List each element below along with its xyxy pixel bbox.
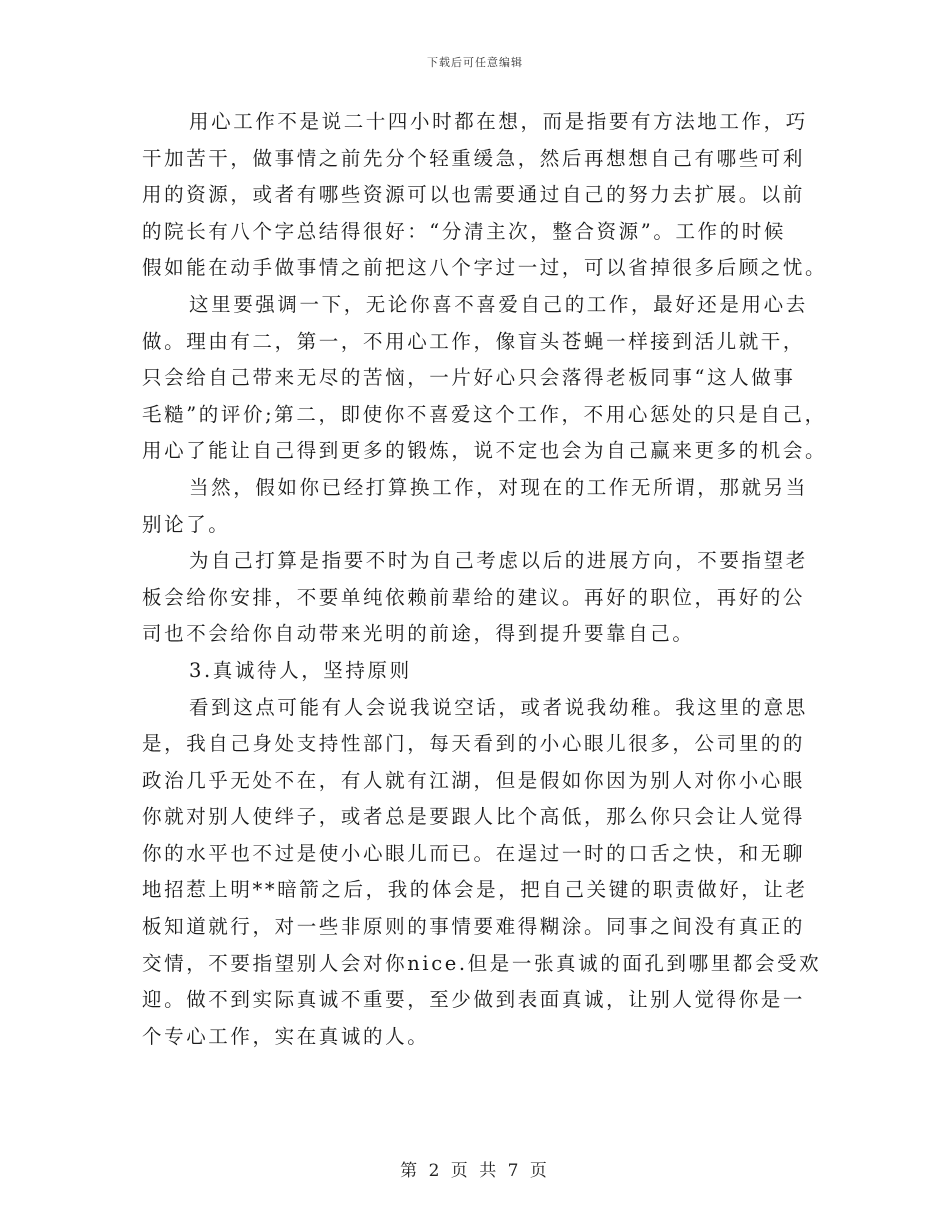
text-line: 假如能在动手做事情之前把这八个字过一过，可以省掉很多后顾之忧。	[142, 256, 828, 280]
text-line: 当然，假如你已经打算换工作，对现在的工作无所谓，那就另当	[189, 475, 808, 499]
text-line: 板会给你安排，不要单纯依赖前辈给的建议。再好的职位，再好的公	[142, 585, 806, 609]
text-line: 政治几乎无处不在，有人就有江湖，但是假如你因为别人对你小心眼	[142, 768, 806, 792]
section-heading: 3.真诚待人，坚持原则	[189, 658, 412, 682]
text-line: 别论了。	[142, 512, 231, 536]
text-line: 你的水平也不过是使小心眼儿而已。在逞过一时的口舌之快，和无聊	[142, 841, 806, 865]
document-body	[142, 104, 828, 1055]
text-line: 做。理由有二，第一，不用心工作，像盲头苍蝇一样接到活儿就干，	[142, 329, 806, 353]
text-line: 用心了能让自己得到更多的锻炼，说不定也会为自己赢来更多的机会。	[142, 439, 828, 463]
text-line: 的院长有八个字总结得很好：“分清主次，整合资源”。工作的时候	[142, 219, 786, 243]
text-line: 迎。做不到实际真诚不重要，至少做到表面真诚，让别人觉得你是一	[142, 988, 806, 1012]
text-line: 毛糙”的评价;第二，即使你不喜爱这个工作，不用心惩处的只是自己，	[142, 402, 827, 426]
text-line: 个专心工作，实在真诚的人。	[142, 1024, 430, 1048]
text-line: 为自己打算是指要不时为自己考虑以后的进展方向，不要指望老	[189, 549, 808, 573]
text-line: 交情，不要指望别人会对你nice.但是一张真诚的面孔到哪里都会受欢	[142, 951, 822, 975]
text-line: 司也不会给你自动带来光明的前途，得到提升要靠自己。	[142, 622, 695, 646]
page-header-note: 下载后可任意编辑	[427, 56, 523, 69]
text-line: 板知道就行，对一些非原则的事情要难得糊涂。同事之间没有真正的	[142, 915, 806, 939]
text-line: 干加苦干，做事情之前先分个轻重缓急，然后再想想自己有哪些可利	[142, 146, 806, 170]
text-line: 你就对别人使绊子，或者总是要跟人比个高低，那么你只会让人觉得	[142, 805, 806, 829]
text-line: 是，我自己身处支持性部门，每天看到的小心眼儿很多，公司里的的	[142, 732, 806, 756]
text-line: 用心工作不是说二十四小时都在想，而是指要有方法地工作，巧	[189, 110, 808, 133]
text-line: 看到这点可能有人会说我说空话，或者说我幼稚。我这里的意思	[189, 695, 808, 719]
text-line: 这里要强调一下，无论你喜不喜爱自己的工作，最好还是用心去	[189, 292, 808, 316]
text-line: 地招惹上明**暗箭之后，我的体会是，把自己关键的职责做好，让老	[142, 878, 808, 902]
text-line: 用的资源，或者有哪些资源可以也需要通过自己的努力去扩展。以前	[142, 183, 806, 207]
text-line: 只会给自己带来无尽的苦恼，一片好心只会落得老板同事“这人做事	[142, 366, 796, 390]
page-number: 第 2 页 共 7 页	[400, 1161, 550, 1181]
